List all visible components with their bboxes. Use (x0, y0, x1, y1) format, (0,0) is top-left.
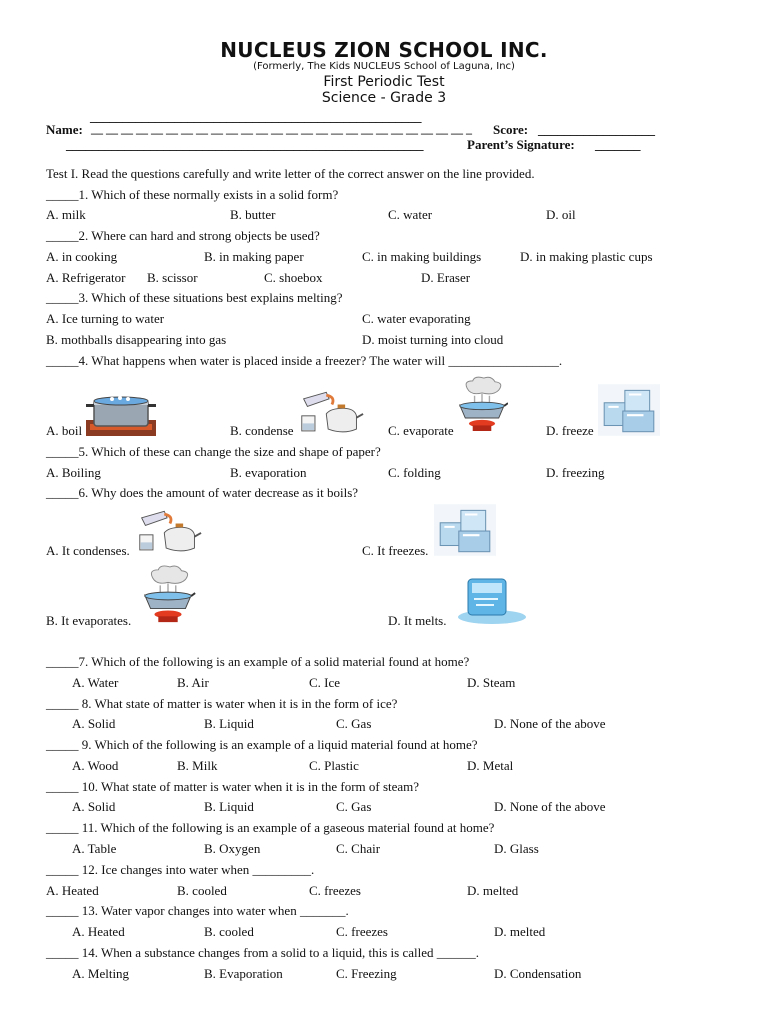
q11-option-c[interactable]: C. Chair (336, 841, 381, 856)
score-blank[interactable]: __________________ (538, 122, 655, 137)
q13-option-c[interactable]: C. freezes (336, 924, 388, 939)
q12-option-c[interactable]: C. freezes (309, 883, 361, 898)
q6-option-b[interactable]: B. It evaporates. (46, 613, 132, 628)
name-blank[interactable]: __ __ __ __ __ __ __ __ __ __ __ __ __ __ __ __ __ __ __ __ __ __ __ __ __ _ (91, 122, 472, 136)
q12-option-b[interactable]: B. cooled (177, 883, 227, 898)
q5-option-c[interactable]: C. folding (388, 465, 441, 480)
q10-option-a[interactable]: A. Solid (72, 799, 116, 814)
q12-option-a[interactable]: A. Heated (46, 883, 99, 898)
name-top-line: ___________________________________________________ (90, 109, 422, 124)
q13-option-d[interactable]: D. melted (494, 924, 546, 939)
condensation-image (298, 390, 364, 436)
q5-option-a[interactable]: A. Boiling (46, 465, 101, 480)
question-10: _____ 10. What state of matter is water when it is in the form of steam? (46, 779, 420, 794)
q7-option-c[interactable]: C. Ice (309, 675, 341, 690)
q13-option-b[interactable]: B. cooled (204, 924, 254, 939)
q7-option-d[interactable]: D. Steam (467, 675, 516, 690)
q5-option-b[interactable]: B. evaporation (230, 465, 307, 480)
q9-option-b[interactable]: B. Milk (177, 758, 218, 773)
q5-option-d[interactable]: D. freezing (546, 465, 605, 480)
question-5: _____5. Which of these can change the size and shape of paper? (46, 444, 381, 459)
question-13: _____ 13. Water vapor changes into water when _______. (46, 903, 349, 918)
question-8: _____ 8. What state of matter is water when it is in the form of ice? (46, 696, 398, 711)
signature-line[interactable]: _______________________________________________________ (66, 137, 424, 152)
q4-option-b[interactable]: B. condense (230, 423, 294, 438)
q8-option-a[interactable]: A. Solid (72, 716, 116, 731)
q11-option-a[interactable]: A. Table (72, 841, 117, 856)
q9-option-c[interactable]: C. Plastic (309, 758, 359, 773)
q2-row2-option-c[interactable]: C. shoebox (264, 270, 323, 285)
ice-cubes-image-2 (434, 504, 496, 556)
q13-option-a[interactable]: A. Heated (72, 924, 125, 939)
q6-option-c[interactable]: C. It freezes. (362, 543, 429, 558)
q2-option-b[interactable]: B. in making paper (204, 249, 304, 264)
q10-option-d[interactable]: D. None of the above (494, 799, 606, 814)
question-1: _____1. Which of these normally exists in a solid form? (46, 187, 339, 202)
q10-option-c[interactable]: C. Gas (336, 799, 372, 814)
test-title: First Periodic Test (323, 74, 445, 90)
q1-option-b[interactable]: B. butter (230, 207, 276, 222)
q14-option-a[interactable]: A. Melting (72, 966, 130, 981)
q8-option-b[interactable]: B. Liquid (204, 716, 254, 731)
signature-label: Parent’s Signature: (467, 137, 575, 152)
name-label: Name: (46, 122, 83, 137)
q2-row2-option-d[interactable]: D. Eraser (421, 270, 471, 285)
q9-option-a[interactable]: A. Wood (72, 758, 119, 773)
question-11: _____ 11. Which of the following is an example of a gaseous material found at home? (46, 820, 495, 835)
q12-option-d[interactable]: D. melted (467, 883, 519, 898)
melting-ice-image (454, 570, 528, 626)
ice-cubes-image (598, 384, 660, 436)
q1-option-d[interactable]: D. oil (546, 207, 576, 222)
q1-option-a[interactable]: A. milk (46, 207, 86, 222)
q7-option-a[interactable]: A. Water (72, 675, 119, 690)
q8-option-d[interactable]: D. None of the above (494, 716, 606, 731)
question-12: _____ 12. Ice changes into water when _________. (46, 862, 315, 877)
q2-option-a[interactable]: A. in cooking (46, 249, 118, 264)
school-name: NUCLEUS ZION SCHOOL INC. (220, 38, 548, 62)
question-2: _____2. Where can hard and strong objects be used? (46, 228, 320, 243)
q2-row2-option-b[interactable]: B. scissor (147, 270, 198, 285)
q14-option-c[interactable]: C. Freezing (336, 966, 397, 981)
question-3: _____3. Which of these situations best explains melting? (46, 290, 343, 305)
signature-blank[interactable]: _______ (595, 137, 641, 152)
score-label: Score: (493, 122, 529, 137)
q3-option-b[interactable]: B. mothballs disappearing into gas (46, 332, 227, 347)
q2-row2-option-a[interactable]: A. Refrigerator (46, 270, 126, 285)
q1-option-c[interactable]: C. water (388, 207, 433, 222)
q3-option-d[interactable]: D. moist turning into cloud (362, 332, 504, 347)
boiling-pot-image (86, 390, 156, 436)
question-9: _____ 9. Which of the following is an example of a liquid material found at home? (46, 737, 478, 752)
condensation-image-2 (136, 508, 202, 556)
q4-option-a[interactable]: A. boil (46, 423, 83, 438)
q6-option-d[interactable]: D. It melts. (388, 613, 447, 628)
q3-option-a[interactable]: A. Ice turning to water (46, 311, 165, 326)
question-4: _____4. What happens when water is placed inside a freezer? The water will _________________. (46, 353, 563, 368)
question-6: _____6. Why does the amount of water decrease as it boils? (46, 485, 359, 500)
subject-grade: Science - Grade 3 (321, 90, 447, 106)
q3-option-c[interactable]: C. water evaporating (362, 311, 471, 326)
q7-option-b[interactable]: B. Air (177, 675, 209, 690)
evaporation-image (456, 374, 508, 436)
q8-option-c[interactable]: C. Gas (336, 716, 372, 731)
q4-option-c[interactable]: C. evaporate (388, 423, 454, 438)
q9-option-d[interactable]: D. Metal (467, 758, 514, 773)
q14-option-b[interactable]: B. Evaporation (204, 966, 283, 981)
q6-option-a[interactable]: A. It condenses. (46, 543, 130, 558)
q11-option-d[interactable]: D. Glass (494, 841, 539, 856)
evaporation-image-2 (140, 564, 196, 626)
q10-option-b[interactable]: B. Liquid (204, 799, 254, 814)
q14-option-d[interactable]: D. Condensation (494, 966, 582, 981)
former-name: (Formerly, The Kids NUCLEUS School of Laguna, Inc) (253, 61, 515, 72)
q11-option-b[interactable]: B. Oxygen (204, 841, 261, 856)
question-14: _____ 14. When a substance changes from a solid to a liquid, this is called ______. (46, 945, 480, 960)
q2-option-c[interactable]: C. in making buildings (362, 249, 482, 264)
instructions: Test I. Read the questions carefully and write letter of the correct answer on the line provided. (46, 166, 535, 181)
q4-option-d[interactable]: D. freeze (546, 423, 594, 438)
q2-option-d[interactable]: D. in making plastic cups (520, 249, 653, 264)
question-7: _____7. Which of the following is an example of a solid material found at home? (46, 654, 470, 669)
